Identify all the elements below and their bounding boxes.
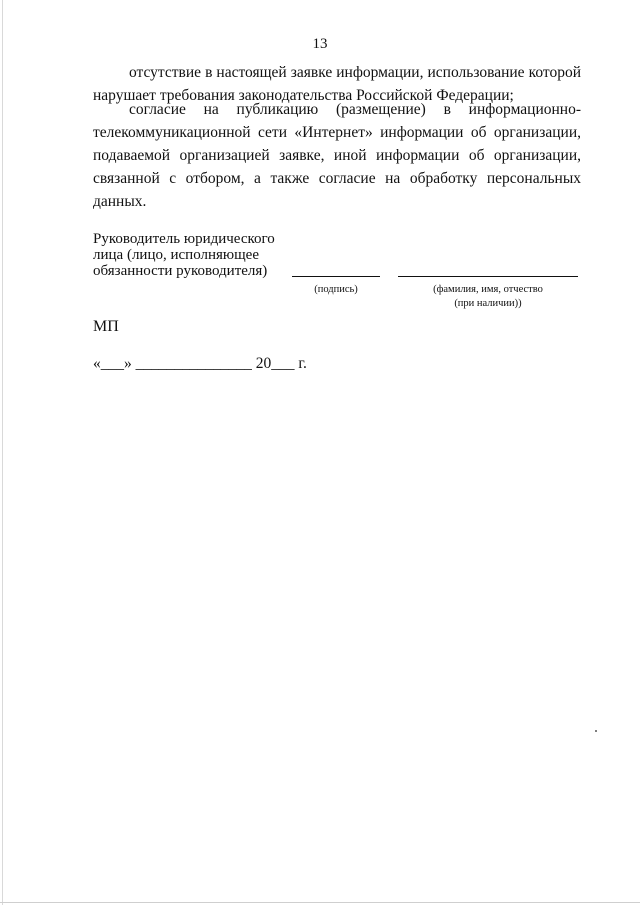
scan-edge-bottom	[0, 902, 640, 903]
paragraph-consent-publication: согласие на публикацию (размещение) в информационно-телекоммуникационной сети «Интернет» информации об организации, подаваемой организацией заявке, иной информации об организации, связанной с отбором, а также согласие на обработку персональных данных.	[93, 101, 581, 210]
paragraph-absence-of-info: отсутствие в настоящей заявке информации, использование которой нарушает требования законодательства Российской Федерации;	[93, 64, 581, 104]
scan-speck	[595, 730, 597, 732]
signature-line	[292, 276, 380, 277]
signer-label-line: обязанности руководителя)	[93, 263, 268, 279]
signer-label-line: лица (лицо, исполняющее	[93, 247, 259, 263]
scan-edge-left	[2, 0, 3, 905]
stamp-label: МП	[93, 318, 119, 335]
signer-label-line: Руководитель юридического	[93, 231, 275, 247]
full-name-line	[398, 276, 578, 277]
date-line: «___» _______________ 20___ г.	[93, 355, 307, 372]
full-name-caption-line: (фамилия, имя, отчество	[433, 284, 543, 295]
signer-label	[93, 231, 275, 279]
full-name-caption	[410, 283, 566, 311]
signature-caption: (подпись)	[314, 284, 358, 295]
page-number: 13	[312, 36, 328, 52]
full-name-caption-line: (при наличии))	[454, 298, 522, 309]
